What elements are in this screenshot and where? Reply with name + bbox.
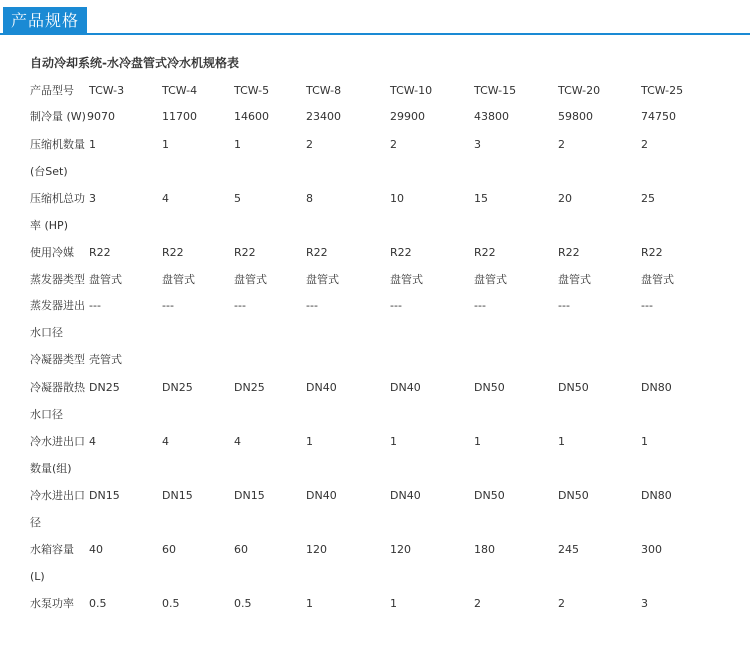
table-cell: 2 [390, 138, 397, 151]
table-cell: 1 [306, 597, 313, 610]
table-cell: DN40 [306, 489, 337, 502]
table-cell: 29900 [390, 110, 425, 123]
table-cell: 1 [390, 435, 397, 448]
table-cell: DN25 [162, 381, 193, 394]
table-cell: DN25 [89, 381, 120, 394]
table-cell: 60 [162, 543, 176, 556]
table-cell: 4 [89, 435, 96, 448]
table-cell: 15 [474, 192, 488, 205]
row-label: 蒸发器进出 [30, 299, 85, 312]
table-cell: 245 [558, 543, 579, 556]
model-header-cell: TCW-25 [641, 84, 684, 97]
table-cell: 1 [89, 138, 96, 151]
table-cell: --- [390, 299, 402, 312]
table-cell: DN40 [306, 381, 337, 394]
table-cell: 1 [641, 435, 648, 448]
table-cell: R22 [474, 246, 496, 259]
spec-table-title: 自动冷却系统-水冷盘管式冷水机规格表 [30, 56, 239, 70]
table-cell: 3 [89, 192, 96, 205]
table-cell: --- [641, 299, 653, 312]
table-cell: 4 [234, 435, 241, 448]
model-header-cell: TCW-10 [390, 84, 433, 97]
row-label: (台Set) [30, 165, 68, 178]
row-label: 冷凝器散热 [30, 381, 85, 394]
row-label: 压缩机总功 [30, 192, 85, 205]
table-cell: 盘管式 [558, 273, 591, 286]
row-label: 蒸发器类型 [30, 273, 85, 286]
table-cell: --- [306, 299, 318, 312]
table-cell: 0.5 [234, 597, 252, 610]
row-label: 数量(组) [30, 462, 72, 475]
model-header-cell: TCW-20 [558, 84, 601, 97]
table-cell: 3 [474, 138, 481, 151]
row-label: (L) [30, 570, 45, 583]
model-header-cell: TCW-5 [234, 84, 270, 97]
table-cell: 1 [306, 435, 313, 448]
table-cell: DN40 [390, 381, 421, 394]
row-label: 率 (HP) [30, 219, 68, 232]
table-cell: R22 [558, 246, 580, 259]
table-cell: 40 [89, 543, 103, 556]
table-cell: 60 [234, 543, 248, 556]
row-label: 水泵功率 [30, 597, 74, 610]
table-cell: 盘管式 [306, 273, 339, 286]
table-cell: 9070 [87, 110, 115, 123]
table-cell: 2 [306, 138, 313, 151]
table-cell: 盘管式 [474, 273, 507, 286]
table-cell: 壳管式 [89, 353, 122, 366]
table-cell: --- [474, 299, 486, 312]
table-cell: 25 [641, 192, 655, 205]
table-cell: DN25 [234, 381, 265, 394]
table-cell: 1 [558, 435, 565, 448]
table-cell: 300 [641, 543, 662, 556]
table-cell: 11700 [162, 110, 197, 123]
model-header-cell: TCW-8 [306, 84, 342, 97]
table-cell: R22 [390, 246, 412, 259]
table-cell: 盘管式 [234, 273, 267, 286]
model-header-cell: TCW-3 [89, 84, 125, 97]
table-cell: DN50 [558, 381, 589, 394]
table-cell: 120 [390, 543, 411, 556]
row-label: 压缩机数量 [30, 138, 85, 151]
table-cell: 3 [641, 597, 648, 610]
section-header-bar [0, 3, 750, 35]
table-cell: R22 [234, 246, 256, 259]
table-cell: 2 [641, 138, 648, 151]
table-cell: 10 [390, 192, 404, 205]
table-cell: R22 [306, 246, 328, 259]
table-cell: --- [89, 299, 101, 312]
row-label: 冷水进出口 [30, 435, 85, 448]
table-cell: 1 [162, 138, 169, 151]
table-cell: 2 [474, 597, 481, 610]
table-cell: 1 [474, 435, 481, 448]
row-label: 冷凝器类型 [30, 353, 85, 366]
table-cell: R22 [641, 246, 663, 259]
table-cell: 5 [234, 192, 241, 205]
table-cell: 43800 [474, 110, 509, 123]
row-label: 制冷量 (W) [30, 110, 86, 123]
table-cell: 1 [390, 597, 397, 610]
row-label: 水口径 [30, 408, 63, 421]
table-cell: 1 [234, 138, 241, 151]
model-header-cell: TCW-15 [474, 84, 517, 97]
table-cell: 4 [162, 435, 169, 448]
table-cell: 120 [306, 543, 327, 556]
table-cell: 0.5 [162, 597, 180, 610]
table-cell: 2 [558, 597, 565, 610]
table-cell: DN15 [234, 489, 265, 502]
table-cell: --- [558, 299, 570, 312]
table-cell: 盘管式 [162, 273, 195, 286]
table-cell: 盘管式 [390, 273, 423, 286]
table-cell: 2 [558, 138, 565, 151]
table-cell: 14600 [234, 110, 269, 123]
section-title-tab: 产品规格 [3, 7, 87, 35]
table-cell: --- [162, 299, 174, 312]
table-cell: DN50 [558, 489, 589, 502]
table-cell: 20 [558, 192, 572, 205]
table-cell: 59800 [558, 110, 593, 123]
table-cell: DN50 [474, 489, 505, 502]
row-label: 使用冷媒 [30, 246, 74, 259]
row-label: 径 [30, 516, 41, 529]
row-label: 水箱容量 [30, 543, 74, 556]
table-cell: R22 [162, 246, 184, 259]
table-cell: 盘管式 [89, 273, 122, 286]
table-cell: 0.5 [89, 597, 107, 610]
table-cell: DN15 [162, 489, 193, 502]
table-cell: DN50 [474, 381, 505, 394]
table-cell: R22 [89, 246, 111, 259]
model-header-cell: TCW-4 [162, 84, 198, 97]
row-label: 冷水进出口 [30, 489, 85, 502]
table-cell: 74750 [641, 110, 676, 123]
table-cell: 23400 [306, 110, 341, 123]
table-cell: DN80 [641, 381, 672, 394]
table-cell: 盘管式 [641, 273, 674, 286]
table-cell: 180 [474, 543, 495, 556]
table-cell: DN40 [390, 489, 421, 502]
table-cell: 8 [306, 192, 313, 205]
table-cell: DN80 [641, 489, 672, 502]
table-cell: DN15 [89, 489, 120, 502]
header-label-cell: 产品型号 [30, 84, 74, 97]
row-label: 水口径 [30, 326, 63, 339]
table-cell: --- [234, 299, 246, 312]
table-cell: 4 [162, 192, 169, 205]
